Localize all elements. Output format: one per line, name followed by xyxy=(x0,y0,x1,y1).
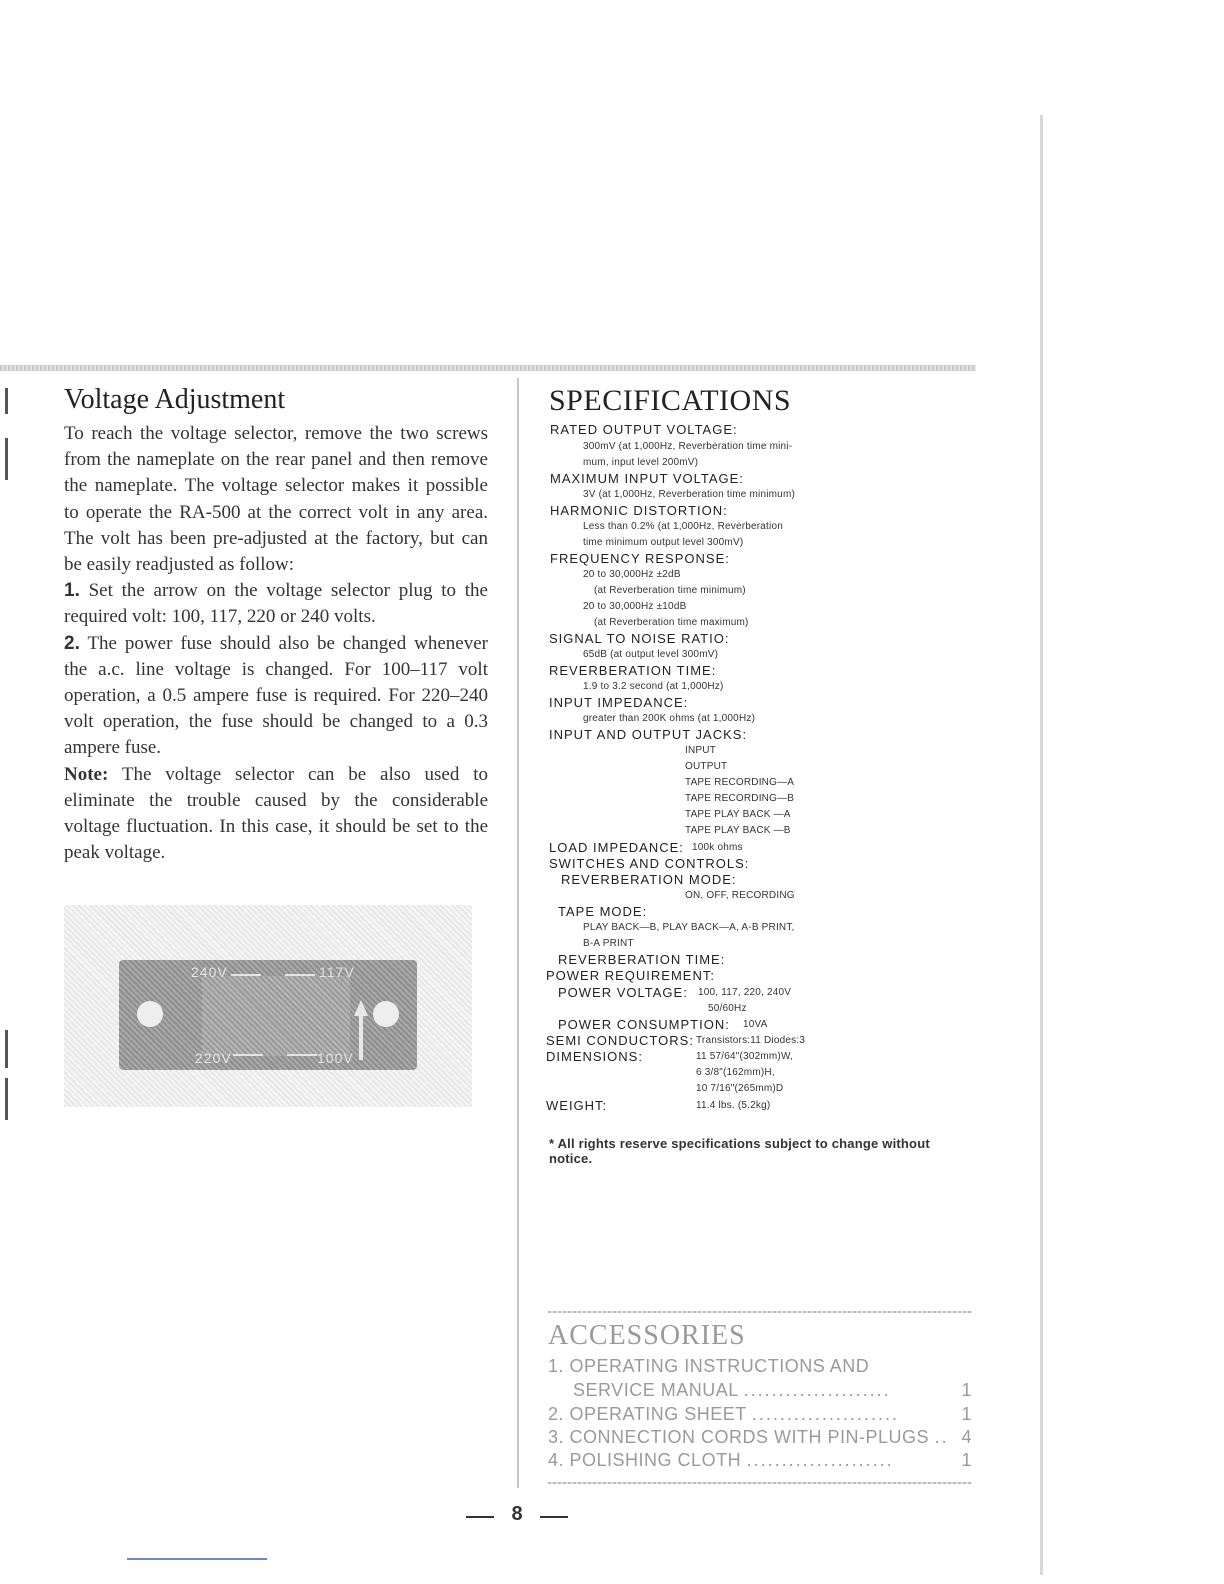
selector-nameplate xyxy=(119,960,417,1070)
step-1 xyxy=(64,578,488,630)
spec-power-voltage-value: 50/60Hz xyxy=(708,1003,747,1014)
accessory-label: OPERATING SHEET xyxy=(569,1404,747,1424)
spec-reverberation-time-label: REVERBERATION TIME: xyxy=(549,663,717,678)
accessories-top-rule xyxy=(548,1311,972,1313)
spec-rated-output-label: RATED OUTPUT VOLTAGE: xyxy=(550,422,738,437)
spec-input-impedance-value: greater than 200K ohms (at 1,000Hz) xyxy=(583,713,756,724)
voltage-selector-photo xyxy=(64,905,472,1107)
accessory-label: OPERATING INSTRUCTIONS AND xyxy=(569,1356,870,1376)
spec-load-impedance-label: LOAD IMPEDANCE: xyxy=(549,840,684,855)
margin-mark xyxy=(5,1030,8,1068)
specifications-title: SPECIFICATIONS xyxy=(549,384,792,417)
margin-mark xyxy=(5,388,8,414)
note-label: Note: xyxy=(64,763,109,785)
accessory-item-4 xyxy=(548,1450,972,1471)
spec-semiconductors-value: Transistors:11 Diodes:3 xyxy=(696,1035,806,1046)
screw-hole-right xyxy=(373,1001,399,1027)
top-rule xyxy=(0,365,976,371)
spec-rated-output-value: mum, input level 200mV) xyxy=(583,457,699,468)
spec-reverb-mode-value: ON, OFF, RECORDING xyxy=(685,890,795,901)
spec-frequency-response-value: (at Reverberation time maximum) xyxy=(594,617,749,628)
screw-hole-left xyxy=(137,1001,163,1027)
note-text: The voltage selector can be also used to eliminate the trouble caused by the considerable voltage fluctuation. In this case, it should be set to the peak voltage. xyxy=(64,763,488,864)
step-2-text: The power fuse should also be changed whenever the a.c. line voltage is changed. For 100–117 volt operation, a 0.5 ampere fuse is required. For 220–240 volt operation, the fuse should be changed to a 0.3 ampere fuse. xyxy=(64,632,488,759)
spec-jack-item: TAPE RECORDING—B xyxy=(685,793,795,804)
spec-dimensions-label: DIMENSIONS: xyxy=(546,1049,643,1064)
accessory-label: POLISHING CLOTH xyxy=(569,1450,742,1470)
spec-switches-label: SWITCHES AND CONTROLS: xyxy=(549,856,750,871)
label-line xyxy=(233,1054,263,1056)
leader-dots: ..................... xyxy=(743,1380,891,1400)
spec-jack-item: OUTPUT xyxy=(685,761,728,772)
accessory-quantity: 1 xyxy=(961,1404,972,1424)
spec-frequency-response-label: FREQUENCY RESPONSE: xyxy=(550,551,730,566)
accessory-label: CONNECTION CORDS WITH PIN-PLUGS xyxy=(569,1427,930,1447)
selector-plug xyxy=(202,976,350,1056)
accessories-bottom-rule xyxy=(548,1482,972,1484)
label-117v: 117V xyxy=(319,964,355,980)
intro-paragraph: To reach the voltage selector, remove the two screws from the nameplate on the rear panel and then remove the nameplate. The voltage selector makes it possible to operate the RA-500 at the correct volt in any area. The volt has been pre-adjusted at the factory, but can be easily readjusted as follow: xyxy=(64,423,488,576)
label-240v: 240V xyxy=(191,964,228,980)
spec-weight-label: WEIGHT: xyxy=(546,1098,608,1113)
leader-dots: ..................... xyxy=(751,1404,899,1424)
accessory-number: 2. xyxy=(548,1404,565,1424)
accessory-item-2 xyxy=(548,1404,972,1425)
spec-tape-mode-label: TAPE MODE: xyxy=(558,904,648,919)
spec-dimensions-value: 10 7/16"(265mm)D xyxy=(696,1083,784,1094)
spec-power-label: POWER REQUIREMENT: xyxy=(546,968,715,983)
spec-dimensions-value: 6 3/8"(162mm)H, xyxy=(696,1067,775,1078)
spec-tape-mode-value: B-A PRINT xyxy=(583,938,634,949)
margin-mark xyxy=(5,1078,8,1120)
spec-reverberation-time-value: 1.9 to 3.2 second (at 1,000Hz) xyxy=(583,681,724,692)
blue-underline xyxy=(127,1558,267,1560)
spec-harmonic-distortion-value: Less than 0.2% (at 1,000Hz, Reverberation xyxy=(583,521,783,532)
accessory-number: 4. xyxy=(548,1450,565,1470)
spec-harmonic-distortion-label: HARMONIC DISTORTION: xyxy=(550,503,728,518)
spec-load-impedance-value: 100k ohms xyxy=(692,842,743,853)
voltage-adjustment-body xyxy=(64,421,488,866)
spec-rated-output-value: 300mV (at 1,000Hz, Reverberation time mini- xyxy=(583,441,793,452)
spec-jack-item: TAPE PLAY BACK —A xyxy=(685,809,791,820)
spec-reverb-mode-label: REVERBERATION MODE: xyxy=(561,872,737,887)
accessory-item-1 xyxy=(548,1356,972,1377)
accessory-quantity: 1 xyxy=(961,1380,972,1400)
leader-dots: .. xyxy=(934,1427,949,1447)
spec-frequency-response-value: (at Reverberation time minimum) xyxy=(594,585,746,596)
label-line xyxy=(287,1054,317,1056)
arrow-shaft xyxy=(359,1014,363,1060)
page-number: 8 xyxy=(511,1503,523,1525)
accessory-number: 3. xyxy=(548,1427,565,1447)
accessory-quantity: 1 xyxy=(961,1450,972,1470)
spec-harmonic-distortion-value: time minimum output level 300mV) xyxy=(583,537,744,548)
note xyxy=(64,762,488,867)
spec-tape-mode-value: PLAY BACK—B, PLAY BACK—A, A-B PRINT, xyxy=(583,922,795,933)
accessory-number: 1. xyxy=(548,1356,565,1376)
step-1-text: Set the arrow on the voltage selector plug to the required volt: 100, 117, 220 or 240 volts. xyxy=(64,580,488,628)
label-100v: 100V xyxy=(317,1050,354,1066)
spec-snr-value: 65dB (at output level 300mV) xyxy=(583,649,719,660)
spec-jacks-label: INPUT AND OUTPUT JACKS: xyxy=(549,727,748,742)
step-2-number: 2. xyxy=(64,632,80,654)
spec-power-voltage-value: 100, 117, 220, 240V xyxy=(698,987,792,998)
spec-weight-value: 11.4 lbs. (5.2kg) xyxy=(696,1100,771,1111)
page-edge xyxy=(1040,115,1043,1575)
spec-frequency-response-value: 20 to 30,000Hz ±2dB xyxy=(583,569,681,580)
spec-reverb-time-control-label: REVERBERATION TIME: xyxy=(558,952,726,967)
spec-dimensions-value: 11 57/64"(302mm)W, xyxy=(696,1051,794,1062)
label-line xyxy=(231,974,261,976)
accessory-item-1-cont xyxy=(548,1380,972,1401)
accessory-quantity: 4 xyxy=(961,1427,972,1447)
accessory-label: SERVICE MANUAL xyxy=(573,1380,739,1400)
voltage-adjustment-title: Voltage Adjustment xyxy=(64,384,286,415)
spec-jack-item: TAPE RECORDING—A xyxy=(685,777,795,788)
page-number-dash xyxy=(540,1516,568,1518)
spec-power-voltage-label: POWER VOLTAGE: xyxy=(558,985,688,1000)
spec-power-consumption-label: POWER CONSUMPTION: xyxy=(558,1017,730,1032)
label-220v: 220V xyxy=(195,1050,232,1066)
spec-max-input-value: 3V (at 1,000Hz, Reverberation time minimum) xyxy=(583,489,796,500)
accessories-title: ACCESSORIES xyxy=(548,1320,746,1351)
spec-power-consumption-value: 10VA xyxy=(743,1019,768,1030)
spec-jack-item: INPUT xyxy=(685,745,716,756)
spec-jack-item: TAPE PLAY BACK —B xyxy=(685,825,791,836)
label-line xyxy=(285,974,315,976)
accessory-item-3 xyxy=(548,1427,972,1448)
leader-dots: ..................... xyxy=(746,1450,894,1470)
spec-max-input-label: MAXIMUM INPUT VOLTAGE: xyxy=(550,471,744,486)
margin-mark xyxy=(5,438,8,480)
step-1-number: 1. xyxy=(64,580,80,602)
column-divider xyxy=(517,378,519,1488)
spec-frequency-response-value: 20 to 30,000Hz ±10dB xyxy=(583,601,687,612)
spec-semiconductors-label: SEMI CONDUCTORS: xyxy=(546,1033,694,1048)
spec-footnote: * All rights reserve specifications subject to change without notice. xyxy=(549,1136,930,1166)
step-2 xyxy=(64,631,488,762)
spec-snr-label: SIGNAL TO NOISE RATIO: xyxy=(549,631,730,646)
spec-input-impedance-label: INPUT IMPEDANCE: xyxy=(549,695,689,710)
